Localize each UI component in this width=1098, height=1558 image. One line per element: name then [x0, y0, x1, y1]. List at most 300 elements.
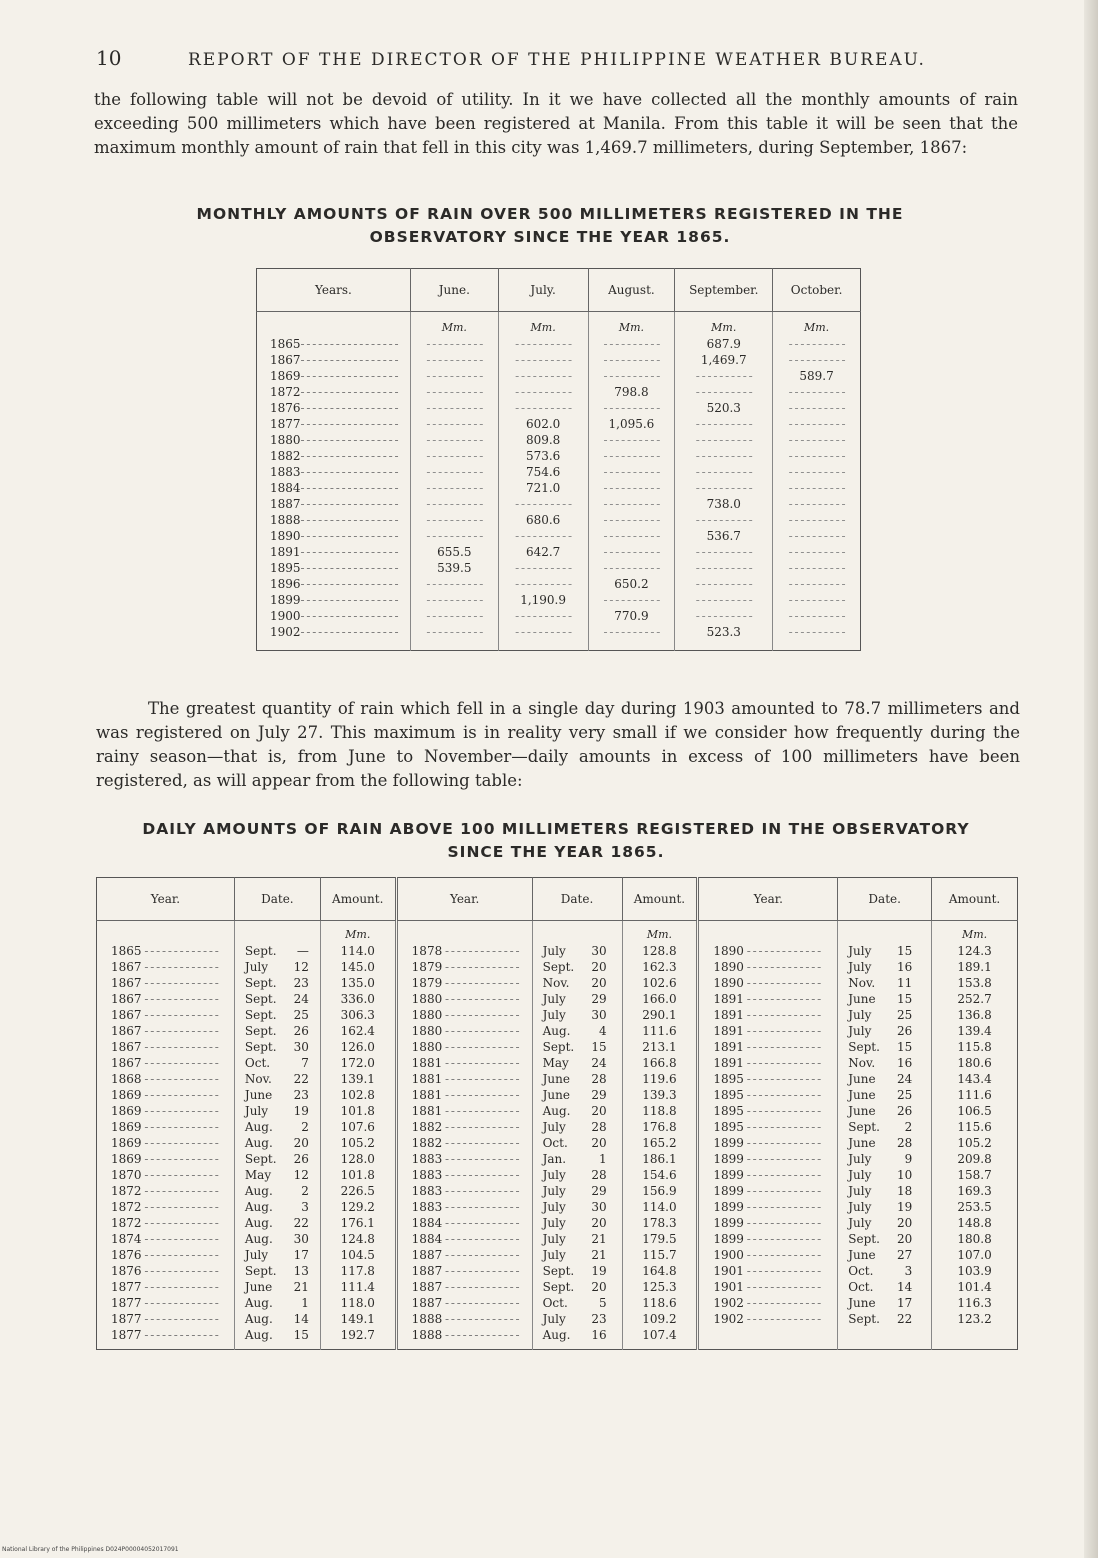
empty-cell-september: - - - - - - - - - -: [675, 448, 773, 464]
dot-leader: - - - - - - - - - - - - -: [743, 1104, 821, 1118]
day-value: 20: [591, 960, 607, 974]
day-value: 4: [598, 1024, 607, 1038]
header-date: Date.: [532, 878, 622, 921]
year-value: 1881: [411, 1104, 443, 1118]
year-cell: [97, 1327, 235, 1350]
rain-amount-july: 809.8: [498, 432, 588, 448]
day-value: 20: [591, 976, 607, 990]
month-value: Aug.: [244, 1328, 273, 1342]
dot-leader: - - - - - - - - - - - - -: [141, 1072, 218, 1086]
month-value: July: [848, 1168, 872, 1182]
month-value: Aug.: [244, 1184, 273, 1198]
dot-leader: - - - - - - - - - - - - -: [442, 992, 519, 1006]
daily-table-caption: [86, 818, 1026, 864]
empty-cell-october: - - - - - - - - - -: [788, 417, 845, 431]
amount-cell: [622, 1215, 698, 1231]
day-value: 29: [591, 1088, 607, 1102]
year-value: 1884: [411, 1232, 443, 1246]
rain-amount-value: 290.1: [642, 1008, 677, 1022]
date-cell: [234, 1119, 320, 1135]
dot-leader: - - - - - - - - - - - - - - - - -: [300, 417, 398, 431]
date-cell: [532, 943, 622, 959]
year-cell: [396, 1039, 532, 1055]
empty-cell-june: - - - - - - - - - -: [410, 448, 498, 464]
month-value: Nov.: [848, 1056, 876, 1070]
date-cell: [532, 1135, 622, 1151]
monthly-table-caption-line2: OBSERVATORY SINCE THE YEAR 1865.: [369, 228, 731, 246]
rain-amount-value: 253.5: [957, 1200, 992, 1214]
year-cell: [698, 1247, 838, 1263]
year-cell: [97, 1215, 235, 1231]
date-cell: [234, 975, 320, 991]
date-cell: [838, 991, 932, 1007]
empty-cell-june: - - - - - - - - - -: [410, 480, 498, 496]
year-value: 1895: [713, 1088, 744, 1102]
date-cell: [532, 1071, 622, 1087]
month-value: Sept.: [244, 1008, 277, 1022]
dot-leader: - - - - - - - - - - - - -: [442, 1264, 519, 1278]
year-cell: [698, 1199, 838, 1215]
amount-cell: [622, 1039, 698, 1055]
year-cell: [698, 1023, 838, 1039]
monthly-table-row: [257, 416, 861, 432]
date-cell: [532, 1119, 622, 1135]
day-value: 30: [293, 1232, 309, 1246]
year-cell: [698, 1263, 838, 1279]
date-cell: [838, 1279, 932, 1295]
rain-amount-value: 166.0: [642, 992, 677, 1006]
amount-cell: [932, 1167, 1018, 1183]
date-cell: [234, 959, 320, 975]
empty-cell-august: - - - - - - - - - -: [588, 496, 675, 512]
rain-amount-value: 162.3: [642, 960, 677, 974]
rain-amount-august: 1,095.6: [588, 416, 675, 432]
date-cell: [532, 1007, 622, 1023]
daily-table-row: [97, 1007, 1018, 1023]
daily-table-row: [97, 1151, 1018, 1167]
month-value: Sept.: [848, 1232, 880, 1246]
date-cell: [838, 1103, 932, 1119]
rain-amount-june: 539.5: [410, 560, 498, 576]
monthly-table-caption: [130, 203, 970, 249]
date-cell: [532, 1247, 622, 1263]
amount-cell: [932, 943, 1018, 959]
day-value: 29: [591, 992, 607, 1006]
rain-amount-value: 117.8: [340, 1264, 375, 1278]
year-cell: [257, 464, 411, 480]
date-cell: [532, 959, 622, 975]
rain-amount-value: 124.8: [340, 1232, 375, 1246]
month-value: Sept.: [244, 992, 277, 1006]
rain-amount-value: 118.0: [340, 1296, 375, 1310]
dot-leader: - - - - - - - - - - - - -: [743, 1056, 821, 1070]
year-value: 1899: [713, 1184, 744, 1198]
rain-amount-value: 252.7: [957, 992, 992, 1006]
year-cell: [97, 959, 235, 975]
day-value: 20: [896, 1216, 913, 1230]
month-value: June: [542, 1072, 570, 1086]
year-value: 1883: [411, 1184, 443, 1198]
dot-leader: - - - - - - - - - - - - -: [743, 992, 821, 1006]
monthly-table-body: [257, 312, 861, 651]
year-cell: [97, 1167, 235, 1183]
dot-leader: - - - - - - - - - - - - -: [743, 944, 821, 958]
empty-cell-july: - - - - - - - - - -: [498, 560, 588, 576]
year-value: 1887: [411, 1248, 443, 1262]
dot-leader: - - - - - - - - - - - - -: [743, 1264, 821, 1278]
date-cell: [838, 1023, 932, 1039]
year-cell: [396, 943, 532, 959]
amount-cell: [622, 1103, 698, 1119]
year-cell: [698, 1279, 838, 1295]
amount-cell: [622, 1071, 698, 1087]
empty-cell-october: - - - - - - - - - -: [788, 337, 845, 351]
year-cell: [257, 528, 411, 544]
day-value: 20: [591, 1280, 607, 1294]
date-cell: [838, 1007, 932, 1023]
year-cell: [97, 1279, 235, 1295]
dot-leader: - - - - - - - - - - - - -: [141, 1312, 218, 1326]
year-cell: [257, 592, 411, 608]
amount-cell: [320, 1167, 396, 1183]
empty-cell-august: - - - - - - - - - -: [588, 464, 675, 480]
date-cell: [532, 1311, 622, 1327]
dot-leader: - - - - - - - - - - - - -: [442, 1296, 519, 1310]
empty-cell-june: - - - - - - - - - -: [410, 432, 498, 448]
month-value: July: [542, 1008, 566, 1022]
year-value: 1876: [270, 401, 301, 415]
month-value: July: [848, 1008, 872, 1022]
amount-cell: [622, 1199, 698, 1215]
amount-cell: [622, 1183, 698, 1199]
empty-cell-june: - - - - - - - - - -: [410, 496, 498, 512]
amount-cell: [932, 1039, 1018, 1055]
date-cell: [532, 1151, 622, 1167]
year-value: 1902: [270, 625, 301, 639]
daily-table-row: [97, 1327, 1018, 1350]
amount-cell: [320, 1119, 396, 1135]
rain-amount-value: 116.3: [957, 1296, 992, 1310]
year-cell: [97, 975, 235, 991]
empty-cell-june: - - - - - - - - - -: [410, 352, 498, 368]
rain-amount-august: 798.8: [588, 384, 675, 400]
date-cell: [234, 1215, 320, 1231]
month-value: July: [542, 1120, 566, 1134]
date-cell: [838, 1087, 932, 1103]
rain-amount-value: 149.1: [340, 1312, 375, 1326]
daily-rain-table: [96, 877, 1018, 1350]
year-value: 1867: [111, 1024, 142, 1038]
year-cell: [698, 1119, 838, 1135]
unit-row: [257, 312, 861, 337]
unit-label: Mm.: [803, 321, 830, 334]
date-cell: [838, 975, 932, 991]
month-value: July: [244, 1104, 269, 1118]
date-cell: [838, 1167, 932, 1183]
day-value: 12: [293, 960, 309, 974]
dot-leader: - - - - - - - - - - - - -: [743, 1184, 821, 1198]
rain-amount-value: 107.4: [642, 1328, 677, 1342]
rain-amount-value: 139.4: [957, 1024, 992, 1038]
dot-leader: - - - - - - - - - - - - -: [141, 1088, 218, 1102]
year-cell: [257, 352, 411, 368]
month-value: July: [542, 1312, 566, 1326]
dot-leader: - - - - - - - - - - - - -: [442, 1008, 519, 1022]
empty-cell-september: - - - - - - - - - -: [675, 368, 773, 384]
header-september: September.: [675, 269, 773, 312]
year-cell: [698, 1295, 838, 1311]
empty-cell-september: - - - - - - - - - -: [675, 432, 773, 448]
amount-cell: [622, 1135, 698, 1151]
year-value: 1895: [713, 1120, 744, 1134]
rain-amount-value: 192.7: [340, 1328, 375, 1342]
monthly-table-row: [257, 400, 861, 416]
year-value: 1883: [270, 465, 301, 479]
month-value: May: [542, 1056, 569, 1070]
dot-leader: - - - - - - - - - - - - -: [442, 1216, 519, 1230]
dot-leader: - - - - - - - - - - - - -: [442, 1312, 519, 1326]
year-cell: [257, 448, 411, 464]
year-value: 1865: [270, 337, 301, 351]
monthly-rain-table: [256, 268, 861, 651]
daily-table-row: [97, 991, 1018, 1007]
year-value: 1865: [111, 944, 142, 958]
amount-cell: [320, 991, 396, 1007]
rain-amount-value: 126.0: [340, 1040, 375, 1054]
day-value: 21: [591, 1232, 607, 1246]
month-value: Oct.: [542, 1136, 568, 1150]
month-value: July: [848, 960, 872, 974]
rain-amount-value: 101.4: [957, 1280, 992, 1294]
daily-table-row: [97, 1311, 1018, 1327]
date-cell: [532, 1199, 622, 1215]
day-value: 19: [293, 1104, 309, 1118]
rain-amount-value: 143.4: [957, 1072, 992, 1086]
year-value: 1880: [270, 433, 301, 447]
month-value: Jan.: [542, 1152, 567, 1166]
daily-table-row: [97, 1071, 1018, 1087]
year-cell: [698, 943, 838, 959]
year-cell: [97, 1007, 235, 1023]
amount-cell: [320, 943, 396, 959]
month-value: June: [542, 1088, 570, 1102]
dot-leader: - - - - - - - - - - - - - - - - -: [300, 385, 398, 399]
date-cell: [532, 1103, 622, 1119]
year-cell: [396, 1007, 532, 1023]
year-value: 1872: [111, 1216, 142, 1230]
dot-leader: - - - - - - - - - - - - -: [141, 1328, 218, 1342]
amount-cell: [622, 943, 698, 959]
dot-leader: - - - - - - - - - - - - -: [743, 1088, 821, 1102]
rain-amount-august: 650.2: [588, 576, 675, 592]
year-value: 1882: [411, 1136, 443, 1150]
dot-leader: - - - - - - - - - - - - - - - - -: [300, 401, 398, 415]
month-value: June: [244, 1280, 273, 1294]
dot-leader: - - - - - - - - - - - - - - - - -: [300, 529, 398, 543]
year-cell: [698, 1183, 838, 1199]
date-cell: [234, 1231, 320, 1247]
rain-amount-value: 101.8: [340, 1104, 375, 1118]
date-cell: [838, 1247, 932, 1263]
year-value: 1882: [411, 1120, 443, 1134]
month-value: Sept.: [848, 1040, 880, 1054]
intro-paragraph: the following table will not be devoid of utility. In it we have collected all the monthly amounts of rain exceeding 500 millimeters which have been registered at Manila. From this table it will be seen that the maximum monthly amount of rain that fell in this city was 1,469.7 millimeters, during September, 1867:: [94, 90, 1018, 157]
amount-cell: [932, 1103, 1018, 1119]
date-cell: [234, 1183, 320, 1199]
year-cell: [97, 1055, 235, 1071]
empty-cell-june: - - - - - - - - - -: [410, 368, 498, 384]
date-cell: [838, 943, 932, 959]
amount-cell: [932, 1151, 1018, 1167]
empty-cell-september: - - - - - - - - - -: [675, 464, 773, 480]
year-value: 1899: [713, 1200, 744, 1214]
empty-cell-august: - - - - - - - - - -: [588, 400, 675, 416]
month-value: July: [542, 1184, 566, 1198]
day-value: 14: [293, 1312, 309, 1326]
year-cell: [97, 1151, 235, 1167]
empty-cell-october: - - - - - - - - - -: [788, 353, 845, 367]
month-value: Aug.: [244, 1216, 273, 1230]
date-cell: [838, 1231, 932, 1247]
day-value: 22: [293, 1216, 309, 1230]
monthly-table-row: [257, 448, 861, 464]
daily-table-row: [97, 1135, 1018, 1151]
rain-amount-value: 124.3: [957, 944, 992, 958]
year-value: 1887: [411, 1296, 443, 1310]
year-cell: [396, 1071, 532, 1087]
rain-amount-value: 139.3: [642, 1088, 677, 1102]
day-value: 2: [301, 1184, 309, 1198]
month-value: Sept.: [542, 1040, 575, 1054]
month-value: June: [848, 1248, 876, 1262]
year-cell: [396, 1311, 532, 1327]
amount-cell: [932, 1215, 1018, 1231]
unit-row: [97, 921, 1018, 944]
rain-amount-value: 186.1: [642, 1152, 677, 1166]
amount-cell: [320, 1247, 396, 1263]
date-cell: [532, 1327, 622, 1350]
year-value: 1884: [411, 1216, 443, 1230]
amount-cell: [932, 1327, 1018, 1350]
dot-leader: - - - - - - - - - - - - -: [141, 1008, 218, 1022]
dot-leader: - - - - - - - - - - - - -: [141, 976, 218, 990]
daily-table-row: [97, 943, 1018, 959]
amount-cell: [320, 1039, 396, 1055]
month-value: Nov.: [244, 1072, 272, 1086]
date-cell: [234, 1135, 320, 1151]
rain-amount-value: 109.2: [642, 1312, 677, 1326]
month-value: Oct.: [244, 1056, 271, 1070]
year-cell: [396, 1327, 532, 1350]
day-value: 16: [896, 1056, 913, 1070]
year-value: 1867: [111, 960, 142, 974]
month-value: Sept.: [542, 1280, 575, 1294]
month-value: Sept.: [848, 1312, 880, 1326]
month-value: June: [848, 1296, 876, 1310]
amount-cell: [932, 1119, 1018, 1135]
amount-cell: [622, 1055, 698, 1071]
year-value: 1902: [713, 1296, 744, 1310]
amount-cell: [932, 975, 1018, 991]
year-cell: [698, 1055, 838, 1071]
unit-label: Mm.: [622, 921, 698, 944]
daily-table-row: [97, 1279, 1018, 1295]
empty-cell-july: - - - - - - - - - -: [498, 384, 588, 400]
month-value: June: [244, 1088, 273, 1102]
empty-cell-september: - - - - - - - - - -: [675, 480, 773, 496]
day-value: 19: [591, 1264, 607, 1278]
day-value: 10: [896, 1168, 913, 1182]
rain-amount-value: 102.8: [340, 1088, 375, 1102]
day-value: 24: [896, 1072, 913, 1086]
date-cell: [838, 1119, 932, 1135]
year-value: 1888: [411, 1312, 443, 1326]
year-cell: [97, 1087, 235, 1103]
dot-leader: - - - - - - - - - - - - - - - - -: [300, 481, 398, 495]
amount-cell: [932, 1007, 1018, 1023]
month-value: Aug.: [244, 1312, 273, 1326]
year-value: 1891: [713, 1024, 744, 1038]
date-cell: [234, 1055, 320, 1071]
daily-table-row: [97, 1023, 1018, 1039]
dot-leader: - - - - - - - - - - - - -: [743, 1152, 821, 1166]
empty-cell-october: - - - - - - - - - -: [788, 497, 845, 511]
dot-leader: - - - - - - - - - - - - - - - - -: [300, 609, 398, 623]
date-cell: [234, 1199, 320, 1215]
dot-leader: - - - - - - - - - - - - - - - - -: [300, 561, 398, 575]
year-value: 1883: [411, 1168, 443, 1182]
year-cell: [698, 1039, 838, 1055]
date-cell: [838, 1311, 932, 1327]
amount-cell: [932, 1231, 1018, 1247]
year-cell: [97, 1023, 235, 1039]
empty-cell-october: - - - - - - - - - -: [788, 609, 845, 623]
date-cell: [838, 959, 932, 975]
amount-cell: [320, 1087, 396, 1103]
unit-label: Mm.: [675, 312, 773, 337]
date-cell: [532, 1183, 622, 1199]
day-value: 24: [293, 992, 309, 1006]
year-value: 1896: [270, 577, 301, 591]
date-cell: [532, 1023, 622, 1039]
dot-leader: - - - - - - - - - - - - -: [141, 1024, 218, 1038]
rain-amount-value: 135.0: [340, 976, 375, 990]
rain-amount-value: 102.6: [642, 976, 677, 990]
year-value: 1877: [111, 1312, 142, 1326]
day-value: 11: [896, 976, 913, 990]
empty-cell-september: - - - - - - - - - -: [675, 416, 773, 432]
date-cell: [532, 991, 622, 1007]
year-cell: [698, 975, 838, 991]
date-cell: [234, 1151, 320, 1167]
daily-table-row: [97, 1039, 1018, 1055]
year-cell: [97, 1135, 235, 1151]
year-cell: [698, 1071, 838, 1087]
year-value: 1872: [111, 1200, 142, 1214]
day-value: 30: [591, 944, 607, 958]
day-value: 5: [598, 1296, 607, 1310]
dot-leader: - - - - - - - - - - - - -: [743, 976, 821, 990]
dot-leader: - - - - - - - - - - - - -: [743, 1296, 821, 1310]
rain-amount-value: 128.0: [340, 1152, 375, 1166]
header-date: Date.: [234, 878, 320, 921]
amount-cell: [320, 1231, 396, 1247]
header-august: August.: [588, 269, 675, 312]
month-value: July: [848, 1024, 872, 1038]
day-value: 20: [591, 1104, 607, 1118]
daily-table-row: [97, 975, 1018, 991]
amount-cell: [320, 1311, 396, 1327]
